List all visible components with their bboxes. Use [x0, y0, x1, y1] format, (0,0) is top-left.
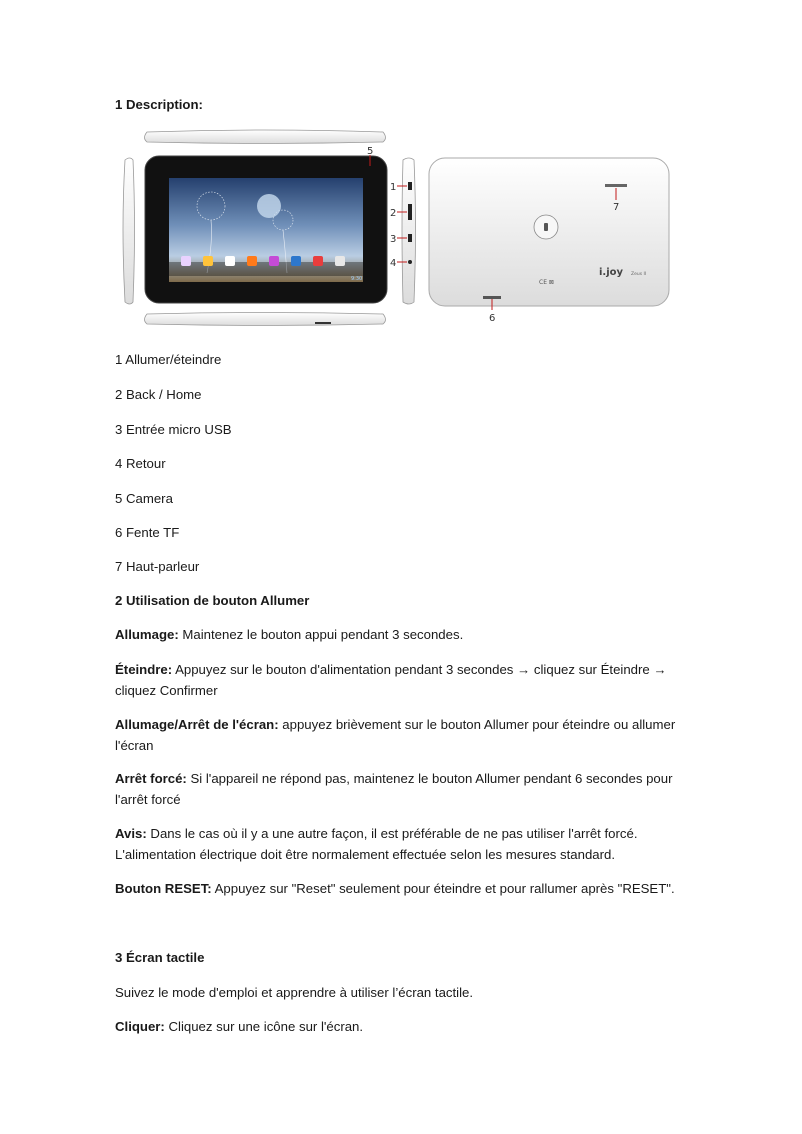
ecran-text: appuyez brièvement sur le bouton Allumer pour éteindre ou allumer l'écran — [115, 717, 676, 753]
part-item: 6 Fente TF — [115, 525, 180, 540]
paragraph-ecran — [115, 714, 695, 756]
return-button — [408, 260, 412, 264]
paragraph-reset — [115, 878, 695, 899]
callout-4: 4 — [390, 258, 397, 269]
back-tf-slot — [483, 296, 501, 299]
allumage-label: Allumage: — [115, 627, 179, 642]
cliquer-text: Cliquez sur une icône sur l'écran. — [164, 1019, 364, 1034]
tablet-top-edge — [145, 130, 386, 144]
force-text: Si l'appareil ne répond pas, maintenez le bouton Allumer pendant 6 secondes pour l'arrêt forcé — [115, 771, 673, 807]
paragraph-arret-force — [115, 768, 695, 810]
part-item: 3 Entrée micro USB — [115, 422, 232, 437]
part-item: 7 Haut-parleur — [115, 559, 200, 574]
force-label: Arrêt forcé: — [115, 771, 187, 786]
callout-1: 1 — [390, 182, 397, 193]
tablet-right-side — [402, 158, 416, 304]
reset-label: Bouton RESET: — [115, 881, 212, 896]
part-item: 2 Back / Home — [115, 387, 202, 402]
callout-2: 2 — [390, 208, 397, 219]
screen-dock — [169, 262, 363, 276]
part-item: 5 Camera — [115, 491, 173, 506]
tablet-diagram — [115, 128, 675, 328]
avis-text: Dans le cas où il y a une autre façon, il est préférable de ne pas utiliser l'arrêt forcé. L'alimentation électrique doit être normalement effectuée selon les mesures standard. — [115, 826, 638, 862]
back-home-button — [408, 204, 412, 220]
tf-slot — [315, 322, 331, 324]
back-logo: i.joy — [599, 267, 624, 278]
section-3-title: 3 Écran tactile — [115, 950, 205, 965]
speaker-grille — [605, 184, 627, 187]
tablet-left-side — [123, 158, 135, 304]
cliquer-label: Cliquer: — [115, 1019, 165, 1034]
callout-5: 5 — [367, 146, 374, 157]
back-model: Zeus II — [631, 272, 647, 277]
callout-6: 6 — [489, 313, 496, 324]
paragraph-avis — [115, 823, 695, 865]
part-item: 4 Retour — [115, 456, 166, 471]
paragraph-touch-intro: Suivez le mode d'emploi et apprendre à utiliser l’écran tactile. — [115, 985, 474, 1000]
paragraph-eteindre — [115, 659, 695, 701]
reset-text: Appuyez sur "Reset" seulement pour éteindre et pour rallumer après "RESET". — [211, 881, 675, 896]
section-2-title: 2 Utilisation de bouton Allumer — [115, 593, 310, 608]
back-marks: CE ⊠ — [539, 279, 554, 286]
avis-label: Avis: — [115, 826, 147, 841]
ecran-label: Allumage/Arrêt de l'écran: — [115, 717, 279, 732]
paragraph-allumage — [115, 624, 695, 645]
micro-usb-port — [408, 234, 412, 242]
eteindre-text: Appuyez sur le bouton d'alimentation pendant 3 secondes → cliquez sur Éteindre → cliquez Confirmer — [115, 662, 667, 698]
eteindre-label: Éteindre: — [115, 662, 173, 677]
callout-7: 7 — [613, 202, 620, 213]
widget-globe — [257, 194, 281, 218]
status-time: 9:30 — [351, 276, 363, 282]
section-1-title: 1 Description: — [115, 97, 203, 112]
power-button — [408, 182, 412, 190]
part-item: 1 Allumer/éteindre — [115, 352, 222, 367]
tablet-bottom-edge — [145, 313, 386, 326]
paragraph-cliquer — [115, 1016, 695, 1037]
allumage-text: Maintenez le bouton appui pendant 3 secondes. — [178, 627, 464, 642]
callout-3: 3 — [390, 234, 397, 245]
